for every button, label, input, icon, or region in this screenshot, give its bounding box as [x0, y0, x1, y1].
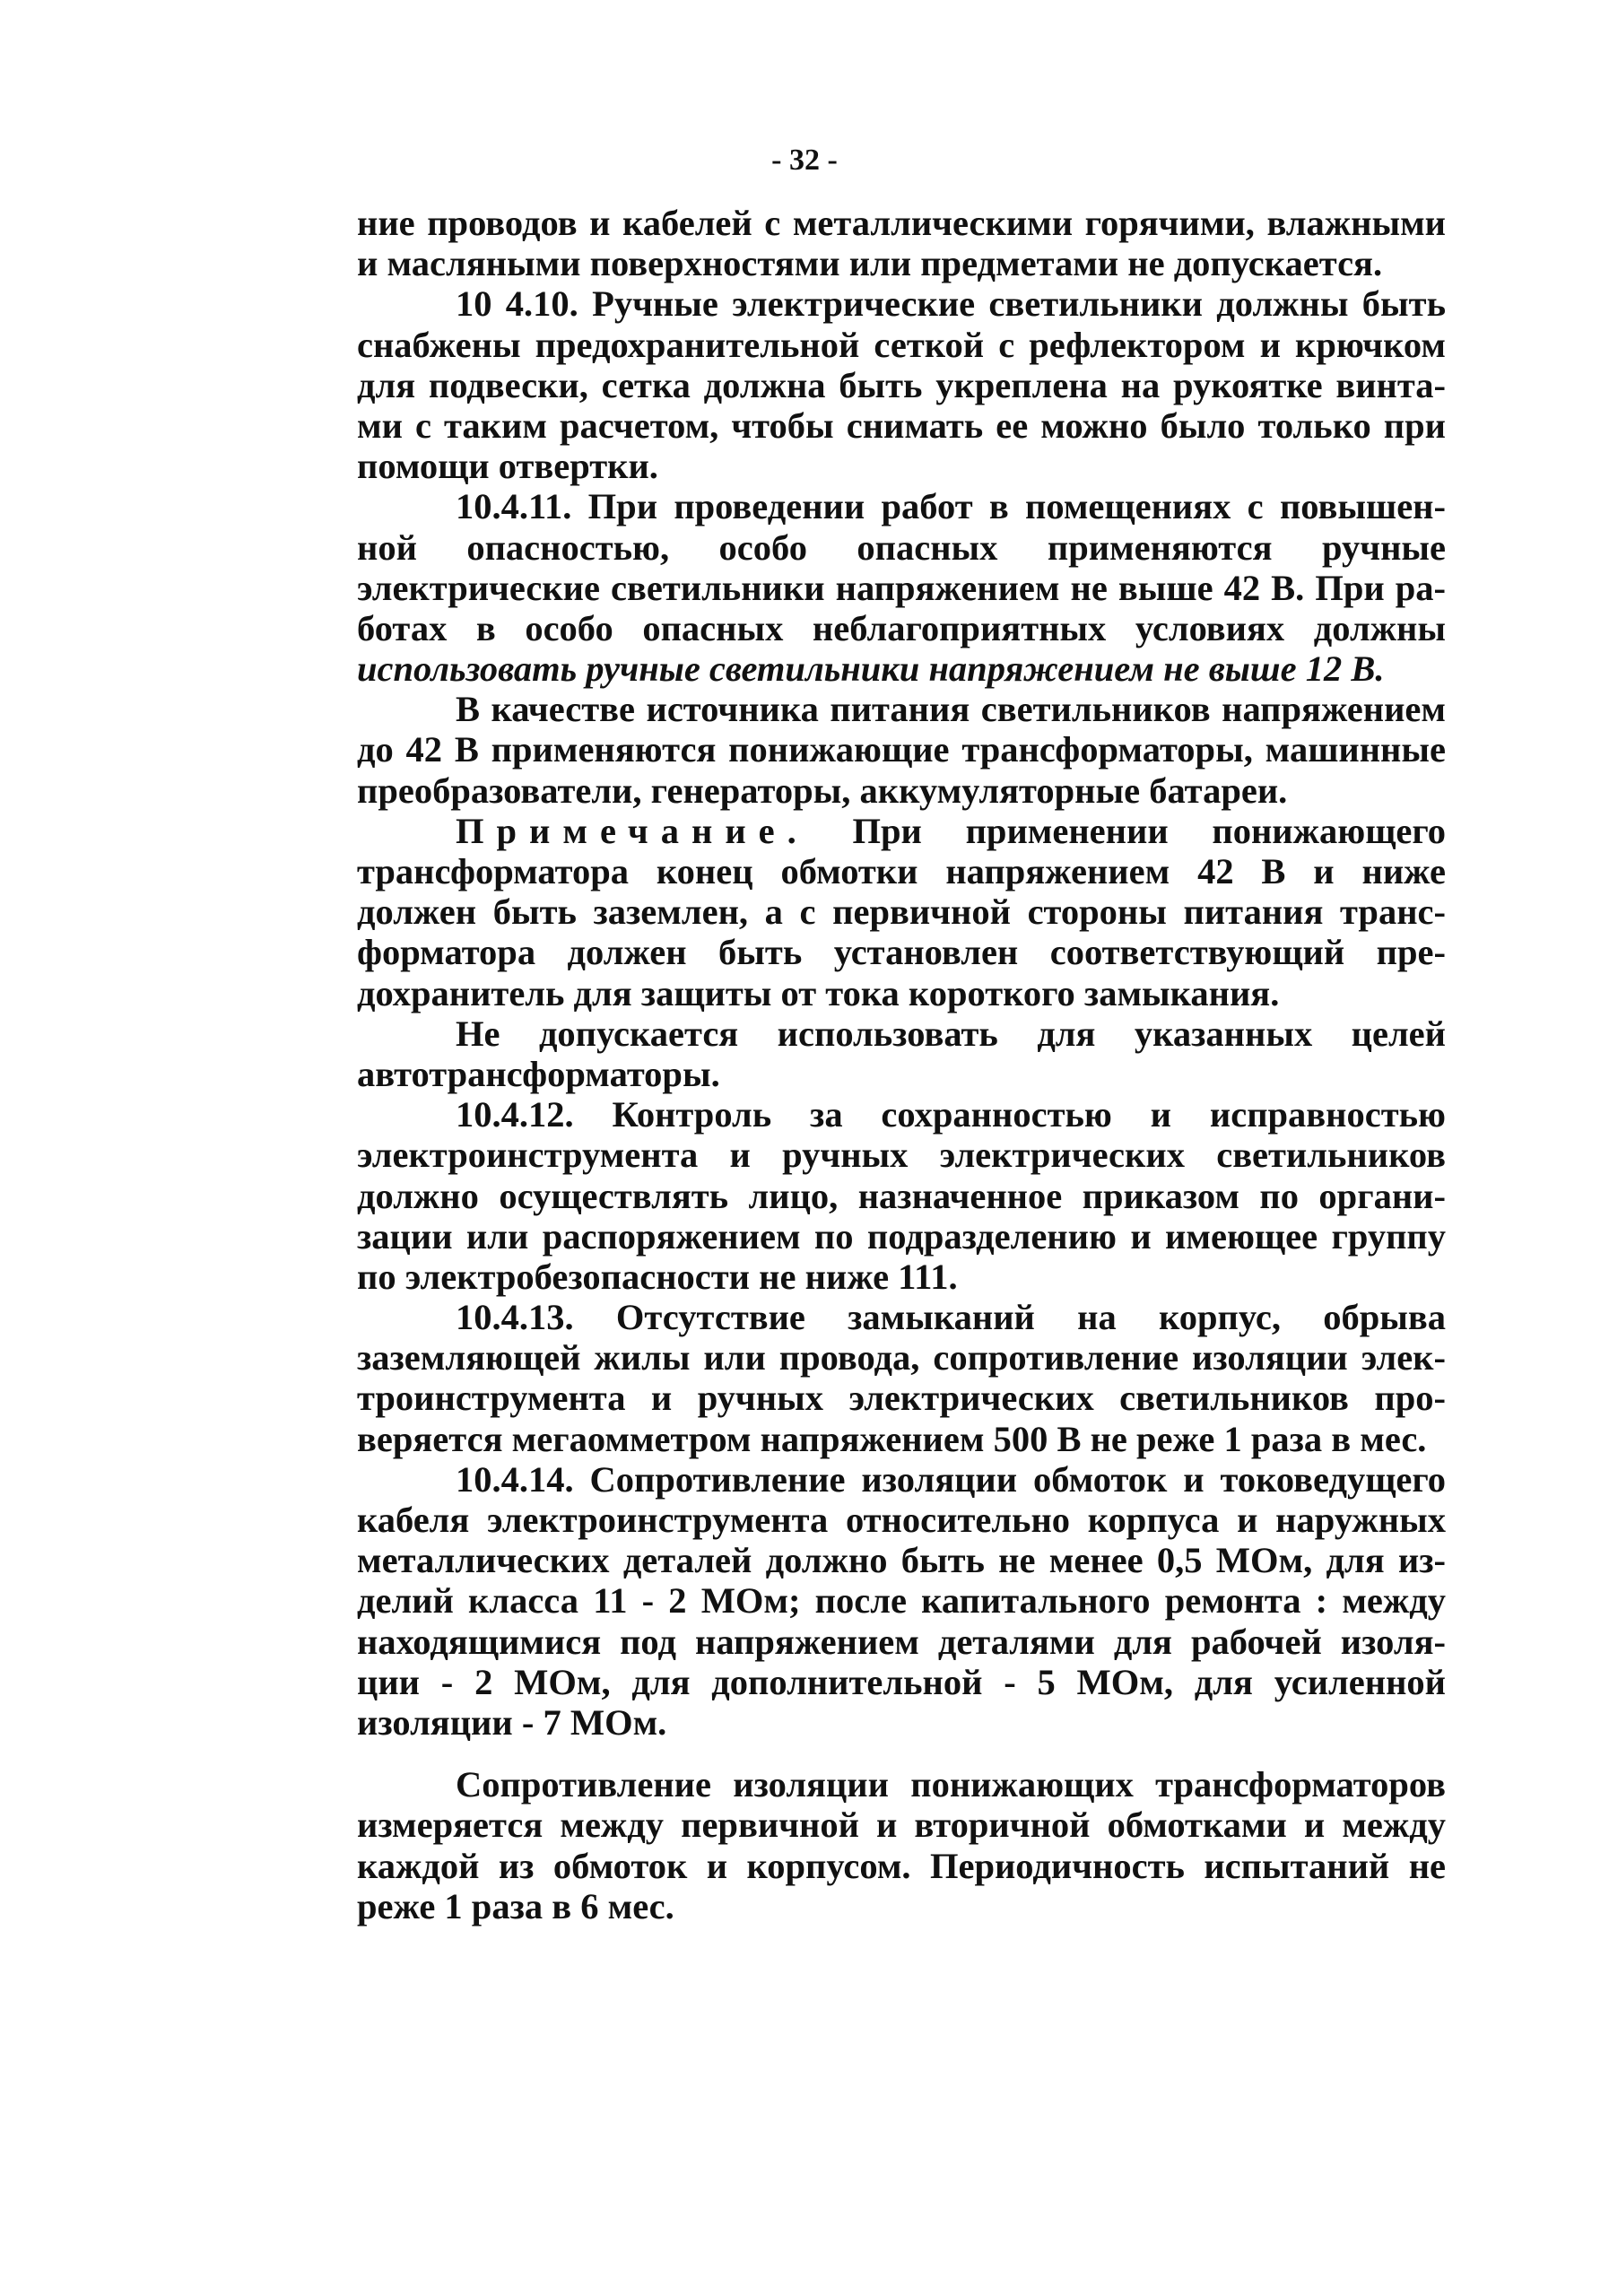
text-line: изоляции - 7 МОм. — [357, 1701, 667, 1743]
text-line: зации или распоряжением по подразделению и имеющее группу — [357, 1215, 1446, 1257]
text-line: ботах в особо опасных неблагоприятных условиях должны — [357, 607, 1446, 648]
text-line: снабжены предохранительной сеткой с рефлектором и крючком — [357, 324, 1446, 365]
text-line: автотрансформаторы. — [357, 1053, 720, 1094]
text-line: и масляными поверхностями или предметами не допускается. — [357, 243, 1383, 284]
text-line: преобразователи, генераторы, аккумуляторные батареи. — [357, 770, 1288, 811]
text-line: ние проводов и кабелей с металлическими горячими, влажными — [357, 203, 1446, 243]
text-line: 10.4.11. При проведении работ в помещениях с повышен- — [456, 486, 1446, 527]
text-line: электроинструмента и ручных электрических светильников — [357, 1135, 1446, 1176]
text-line: заземляющей жилы или провода, сопротивление изоляции элек- — [357, 1337, 1446, 1378]
text-line: ми с таким расчетом, чтобы снимать ее можно было только при — [357, 404, 1446, 446]
text-line: 10 4.10. Ручные электрические светильники должны быть — [456, 283, 1446, 325]
text-line: электрические светильники напряжением не выше 42 В. При ра- — [357, 567, 1446, 608]
text-line: помощи отвертки. — [357, 446, 658, 487]
text-line: кабеля электроинструмента относительно корпуса и наружных — [357, 1500, 1446, 1540]
note-label: Примечание. — [456, 810, 809, 851]
text-line: 10.4.12. Контроль за сохранностью и исправностью — [456, 1094, 1446, 1135]
text-line: до 42 В применяются понижающие трансформаторы, машинные — [357, 729, 1446, 770]
text-line — [357, 811, 1446, 851]
text-line: реже 1 раза в 6 мес. — [357, 1885, 674, 1926]
text-line: троинструмента и ручных электрических светильников про- — [357, 1378, 1446, 1419]
text-line: использовать ручные светильники напряжением не выше 12 В. — [357, 648, 1385, 690]
text-line: Не допускается использовать для указанных целей — [456, 1013, 1446, 1054]
text-line: измеряется между первичной и вторичной обмотками и между — [357, 1805, 1446, 1846]
text-line: 10.4.14. Сопротивление изоляции обмоток и токоведущего — [456, 1458, 1446, 1500]
text-line: делий класса 11 - 2 МОм; после капитального ремонта : между — [357, 1580, 1446, 1622]
text-line: находящимися под напряжением деталями для рабочей изоля- — [357, 1621, 1446, 1662]
text-line: форматора должен быть установлен соответствующий пре- — [357, 932, 1446, 973]
text-line: должно осуществлять лицо, назначенное приказом по органи- — [357, 1175, 1446, 1216]
document-body — [357, 203, 1446, 1926]
page-number: - 32 - — [771, 144, 838, 177]
text-line: должен быть заземлен, а с первичной стороны питания транс- — [357, 891, 1446, 933]
text-line: трансформатора конец обмотки напряжением 42 В и ниже — [357, 851, 1446, 891]
text-line: каждой из обмоток и корпусом. Периодичность испытаний не — [357, 1845, 1446, 1886]
text-line: веряется мегаомметром напряжением 500 В не реже 1 раза в мес. — [357, 1418, 1427, 1459]
text-line: Сопротивление изоляции понижающих трансформаторов — [456, 1764, 1446, 1805]
text-line: В качестве источника питания светильников напряжением — [456, 689, 1446, 730]
text-line: металлических деталей должно быть не менее 0,5 МОм, для из- — [357, 1540, 1446, 1581]
text-line: для подвески, сетка должна быть укреплена на рукоятке винта- — [357, 364, 1446, 405]
text-line: ной опасностью, особо опасных применяются ручные — [357, 526, 1446, 568]
text-line: 10.4.13. Отсутствие замыканий на корпус, обрыва — [456, 1297, 1446, 1338]
note-text: При применении понижающего — [808, 810, 1446, 851]
text-line: по электробезопасности не ниже 111. — [357, 1256, 958, 1297]
text-line: ции - 2 МОм, для дополнительной - 5 МОм, для усиленной — [357, 1661, 1446, 1702]
text-line: дохранитель для защиты от тока короткого замыкания. — [357, 972, 1280, 1013]
